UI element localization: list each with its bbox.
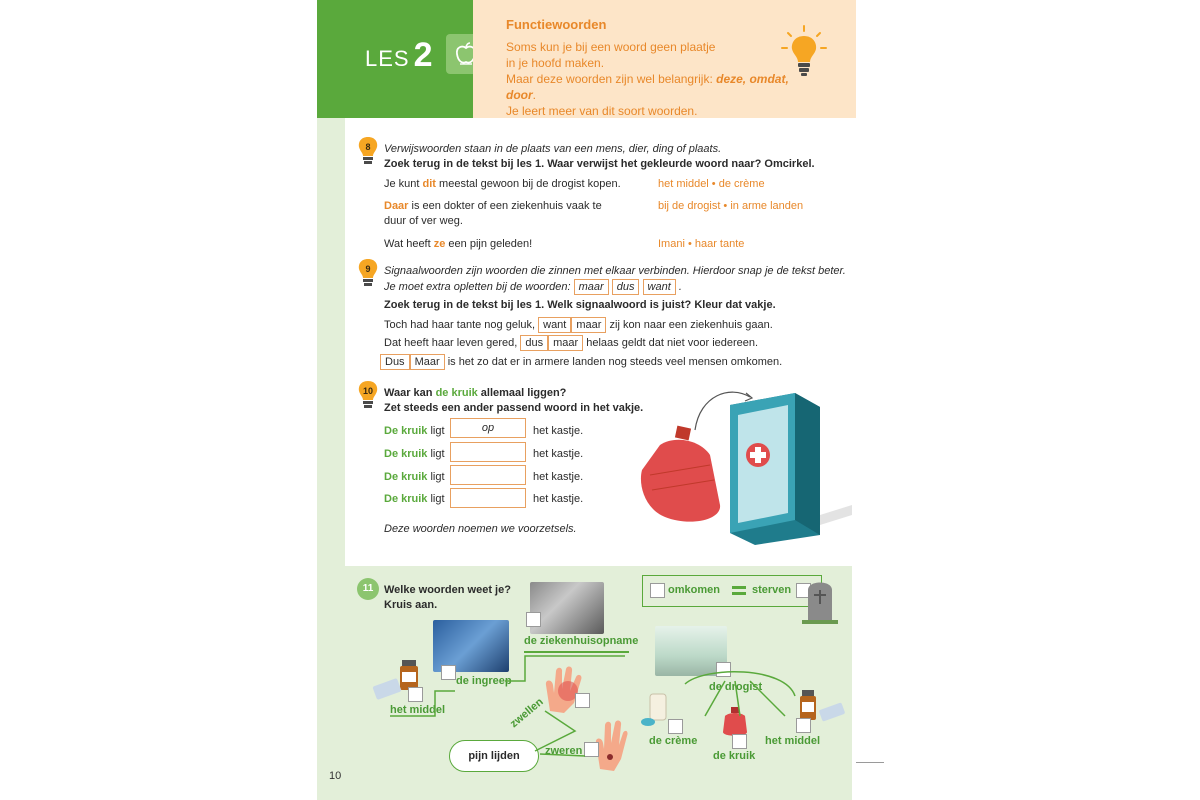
exercise-9-instruction: Zoek terug in de tekst bij les 1. Welk signaalwoord is juist? Kleur dat vakje. (384, 299, 776, 311)
exercise-9-intro-2 (384, 279, 682, 295)
label-ziekenhuisopname: de ziekenhuisopname (524, 635, 639, 647)
intro-line-3-emphasis: deze, omdat, door (506, 72, 789, 102)
pijn-lijden-bubble: pijn lijden (449, 740, 539, 772)
ex9-s1-option-maar[interactable]: maar (571, 317, 606, 333)
label-zweren: zweren (545, 745, 583, 757)
exercise-11-title-2: Kruis aan. (384, 599, 438, 611)
intro-line-4: Je leert meer van dit soort woorden. (506, 104, 698, 118)
signal-word-want: want (643, 279, 676, 295)
exercise-10-instruction: Zet steeds een ander passend woord in het vakje. (384, 402, 644, 414)
label-creme: de crème (649, 735, 698, 747)
ex10-row-2-subject: De kruik (384, 448, 428, 460)
ex10-row-1-object: het kastje. (533, 425, 584, 437)
ex10-answer-1[interactable]: op (450, 418, 526, 438)
exercise-8-bulb-icon (356, 136, 380, 166)
exercise-11-number: 11 (357, 578, 379, 600)
label-omkomen: omkomen (668, 584, 720, 596)
exercise-8-number: 8 (365, 142, 371, 152)
label-drogist: de drogist (709, 681, 763, 693)
ex10-answer-3[interactable] (450, 465, 526, 485)
intro-line-3-start: Maar deze woorden zijn wel belangrijk: (506, 72, 717, 86)
intro-line-2: in je hoofd maken. (506, 56, 605, 70)
ex9-s3-post: is het zo dat er in armere landen nog steeds veel mensen omkomen. (447, 356, 783, 368)
exercise-9-number: 9 (365, 264, 371, 274)
intro-line-3 (506, 71, 806, 103)
ex9-intro-2-text: Je moet extra opletten bij de woorden: (384, 281, 571, 293)
signal-word-dus: dus (612, 279, 640, 295)
label-sterven: sterven (752, 584, 792, 596)
ex10-row-2-object: het kastje. (533, 448, 584, 460)
hot-water-bottle-cabinet-illustration (630, 385, 852, 545)
ex8-s1-post: meestal gewoon bij de drogist kopen. (435, 178, 621, 190)
exercise-8-sentence-2-line-2: duur of ver weg. (384, 215, 463, 227)
intro-line-3-end: . (532, 88, 537, 102)
ex9-s2-option-maar[interactable]: maar (548, 335, 583, 351)
ex10-row-3-object: het kastje. (533, 471, 584, 483)
ex9-s1-option-want[interactable]: want (538, 317, 571, 333)
lesson-label (365, 36, 434, 75)
exercise-8-sentence-1 (384, 177, 621, 191)
label-middel-left: het middel (390, 704, 446, 716)
ex9-s3-option-dus[interactable]: Dus (380, 354, 410, 370)
ex9-intro-2-end: . (678, 281, 682, 293)
exercise-8-options-3[interactable]: Imani • haar tante (658, 238, 745, 250)
exercise-9-intro-1: Signaalwoorden zijn woorden die zinnen met elkaar verbinden. Hierdoor snap je de tekst beter. (384, 265, 846, 277)
ex10-row-1-subject: De kruik (384, 425, 428, 437)
label-ingreep: de ingreep (456, 675, 512, 687)
lesson-label-text: LES (365, 46, 410, 71)
ex9-s1-pre: Toch had haar tante nog geluk, (384, 319, 536, 331)
exercise-10-number: 10 (362, 386, 373, 396)
ex10-row-4-subject: De kruik (384, 493, 428, 505)
exercise-9-sentence-1 (384, 317, 773, 333)
ex8-s3-post: een pijn geleden! (445, 238, 533, 250)
exercise-9-sentence-3 (380, 354, 782, 370)
exercise-8-sentence-3 (384, 237, 532, 251)
page-side-strip (317, 118, 345, 800)
intro-line-1: Soms kun je bij een woord geen plaatje (506, 40, 716, 54)
signal-word-maar: maar (574, 279, 609, 295)
exercise-11-title-1: Welke woorden weet je? (384, 584, 511, 596)
ex10-row-1-verb: ligt (430, 425, 445, 437)
page-number: 10 (329, 770, 342, 782)
ex10-answer-2[interactable] (450, 442, 526, 462)
ex8-s3-word: ze (433, 238, 446, 250)
exercise-8-instruction: Zoek terug in de tekst bij les 1. Waar verwijst het gekleurde woord naar? Omcirkel. (384, 158, 815, 170)
ex10-row-1 (384, 424, 445, 438)
ex9-s1-post: zij kon naar een ziekenhuis gaan. (609, 319, 773, 331)
exercise-9-bulb-icon (356, 258, 380, 288)
ex9-s3-option-maar[interactable]: Maar (410, 354, 445, 370)
ex10-q-word: de kruik (435, 387, 478, 399)
ex8-s3-pre: Wat heeft (384, 238, 434, 250)
exercise-8-sentence-2 (384, 199, 602, 213)
exercise-10-footer: Deze woorden noemen we voorzetsels. (384, 523, 577, 535)
exercise-8-options-2[interactable]: bij de drogist • in arme landen (658, 200, 804, 212)
label-zwellen: zwellen (508, 695, 546, 731)
ex10-row-4-verb: ligt (430, 493, 445, 505)
ex10-row-3 (384, 470, 445, 484)
exercise-8-options-1[interactable]: het middel • de crème (658, 178, 765, 190)
ex10-row-3-subject: De kruik (384, 471, 428, 483)
ex8-s2-word: Daar (384, 200, 409, 212)
exercise-10-question (384, 386, 566, 400)
ex10-answer-4[interactable] (450, 488, 526, 508)
ex10-row-4-object: het kastje. (533, 493, 584, 505)
ex9-s2-option-dus[interactable]: dus (520, 335, 548, 351)
lesson-number: 2 (413, 36, 434, 74)
exercise-9-sentence-2 (384, 335, 758, 351)
lesson-intro-text (506, 39, 806, 119)
ex8-s2-post: is een dokter of een ziekenhuis vaak te (408, 200, 602, 212)
word-web-lines (345, 566, 852, 800)
lesson-title: Functiewoorden (506, 17, 607, 32)
ex8-s1-word: dit (422, 178, 436, 190)
label-kruik: de kruik (713, 750, 756, 762)
ex10-row-4 (384, 492, 445, 506)
ex8-s1-pre: Je kunt (384, 178, 423, 190)
ex10-q-pre: Waar kan (384, 387, 436, 399)
label-middel-right: het middel (765, 735, 821, 747)
exercise-10-bulb-icon (356, 380, 380, 410)
lightbulb-icon (780, 24, 828, 80)
exercise-8-intro: Verwijswoorden staan in de plaats van een mens, dier, ding of plaats. (384, 143, 722, 155)
ex10-row-3-verb: ligt (430, 471, 445, 483)
ex10-row-2 (384, 447, 445, 461)
page-edge-line (856, 762, 884, 763)
ex10-row-2-verb: ligt (430, 448, 445, 460)
ex9-s2-pre: Dat heeft haar leven gered, (384, 337, 518, 349)
ex10-q-post: allemaal liggen? (477, 387, 567, 399)
ex9-s2-post: helaas geldt dat niet voor iedereen. (586, 337, 759, 349)
